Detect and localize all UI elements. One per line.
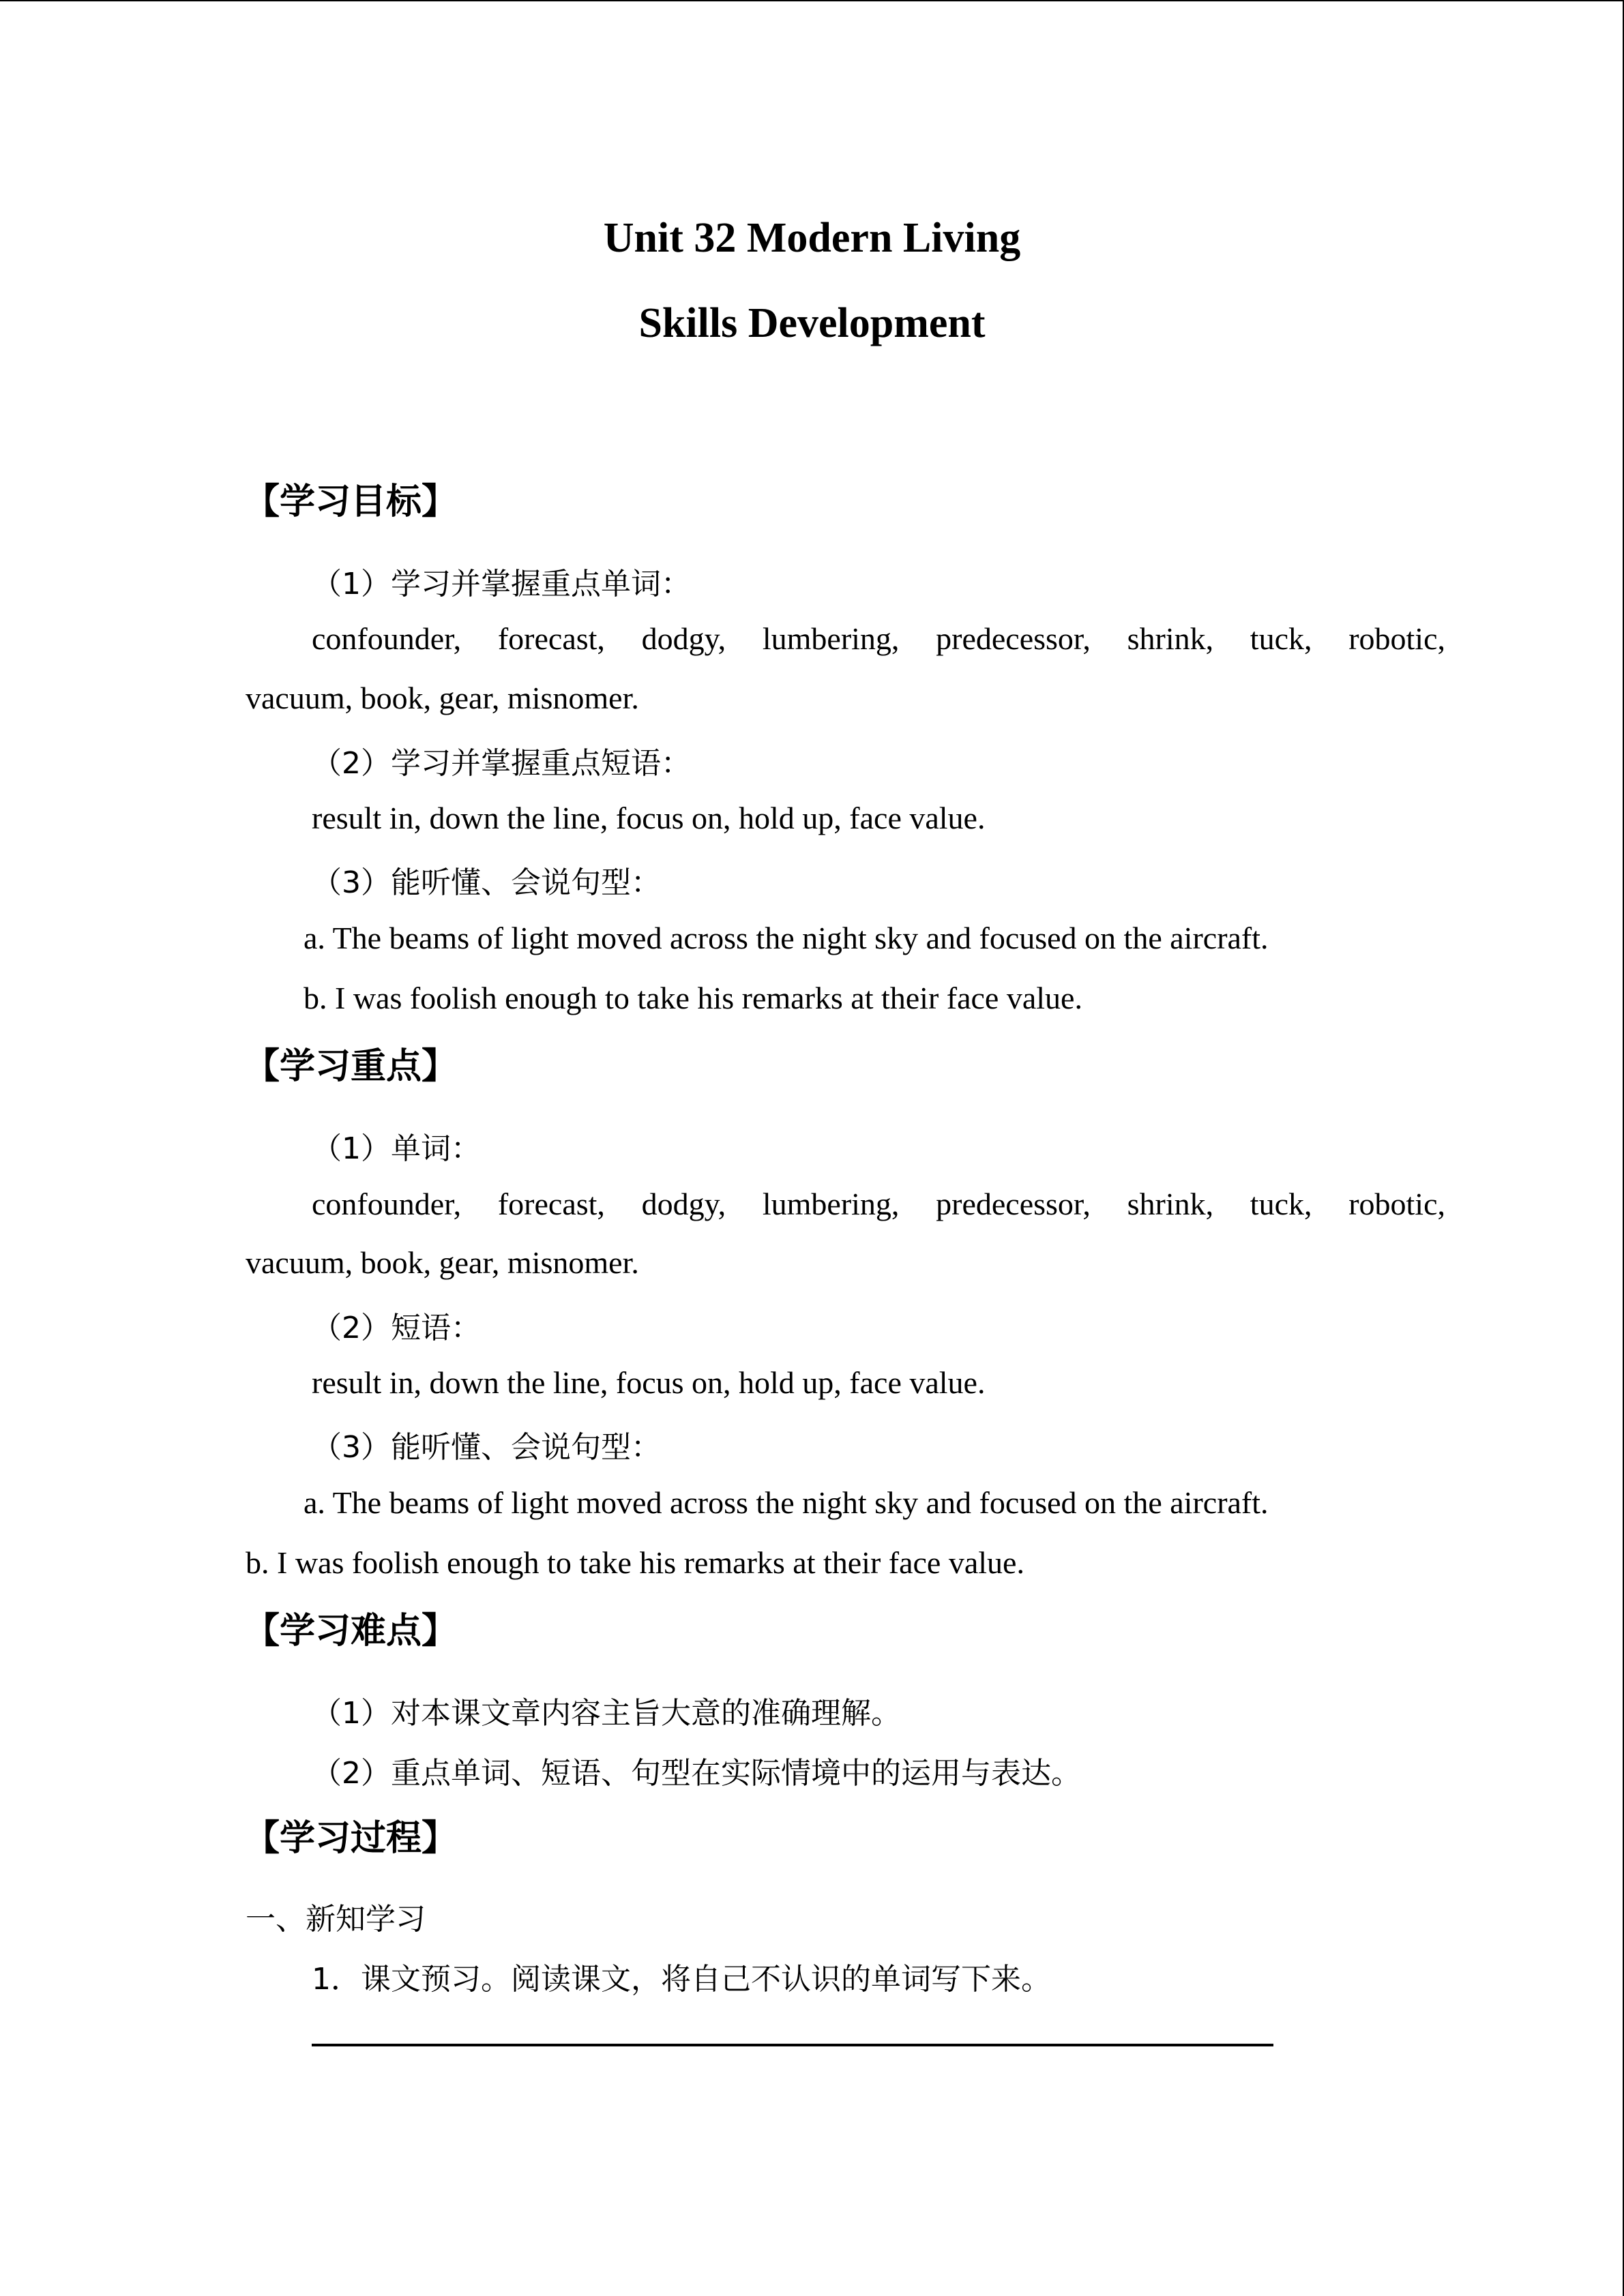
objectives-item-2: （2）学习并掌握重点短语：: [312, 746, 691, 781]
objectives-item-1: （1）学习并掌握重点单词：: [312, 567, 691, 601]
key-points-item-2: （2）短语：: [312, 1311, 481, 1345]
answer-blank-line[interactable]: [312, 2044, 1273, 2046]
process-section-1: 一、新知学习: [246, 1902, 426, 1937]
word: shrink,: [1127, 621, 1214, 656]
word: robotic,: [1348, 621, 1445, 656]
objectives-phrases: result in, down the line, focus on, hold up, face value.: [312, 801, 986, 835]
objectives-word-list: [312, 621, 1445, 657]
word: predecessor,: [936, 1187, 1091, 1221]
key-points-sentence-a: a. The beams of light moved across the night sky and focused on the aircraft.: [304, 1485, 1269, 1520]
word: tuck,: [1250, 1187, 1312, 1221]
key-points-word-list-cont: vacuum, book, gear, misnomer.: [246, 1245, 639, 1280]
process-heading: 【学习过程】: [244, 1818, 458, 1859]
word: lumbering,: [762, 621, 900, 656]
objectives-sentence-a: a. The beams of light moved across the night sky and focused on the aircraft.: [304, 921, 1269, 955]
key-points-word-list: [312, 1186, 1445, 1222]
word: dodgy,: [641, 621, 726, 656]
word: tuck,: [1250, 621, 1312, 656]
difficulties-item-1: （1）对本课文章内容主旨大意的准确理解。: [312, 1696, 901, 1731]
word: shrink,: [1127, 1187, 1214, 1221]
word: predecessor,: [936, 621, 1091, 656]
word: forecast,: [497, 621, 605, 656]
word: dodgy,: [641, 1187, 726, 1221]
objectives-heading: 【学习目标】: [244, 481, 458, 522]
difficulties-heading: 【学习难点】: [244, 1611, 458, 1652]
word: lumbering,: [762, 1187, 900, 1221]
document-subtitle: Skills Development: [638, 300, 986, 346]
difficulties-item-2: （2）重点单词、短语、句型在实际情境中的运用与表达。: [312, 1756, 1081, 1791]
word: robotic,: [1348, 1187, 1445, 1221]
document-title: Unit 32 Modern Living: [603, 215, 1021, 261]
word: confounder,: [312, 621, 462, 656]
objectives-word-list-cont: vacuum, book, gear, misnomer.: [246, 681, 639, 715]
key-points-item-1: （1）单词：: [312, 1131, 481, 1166]
objectives-item-3: （3）能听懂、会说句型：: [312, 865, 661, 900]
word: confounder,: [312, 1187, 462, 1221]
objectives-sentence-b: b. I was foolish enough to take his remarks at their face value.: [304, 981, 1082, 1015]
word: forecast,: [497, 1187, 605, 1221]
key-points-phrases: result in, down the line, focus on, hold up, face value.: [312, 1365, 986, 1400]
key-points-item-3: （3）能听懂、会说句型：: [312, 1430, 661, 1465]
process-task-1: 1．课文预习。阅读课文，将自己不认识的单词写下来。: [312, 1962, 1051, 1997]
key-points-heading: 【学习重点】: [244, 1046, 458, 1087]
key-points-sentence-b: b. I was foolish enough to take his remarks at their face value.: [246, 1545, 1024, 1580]
